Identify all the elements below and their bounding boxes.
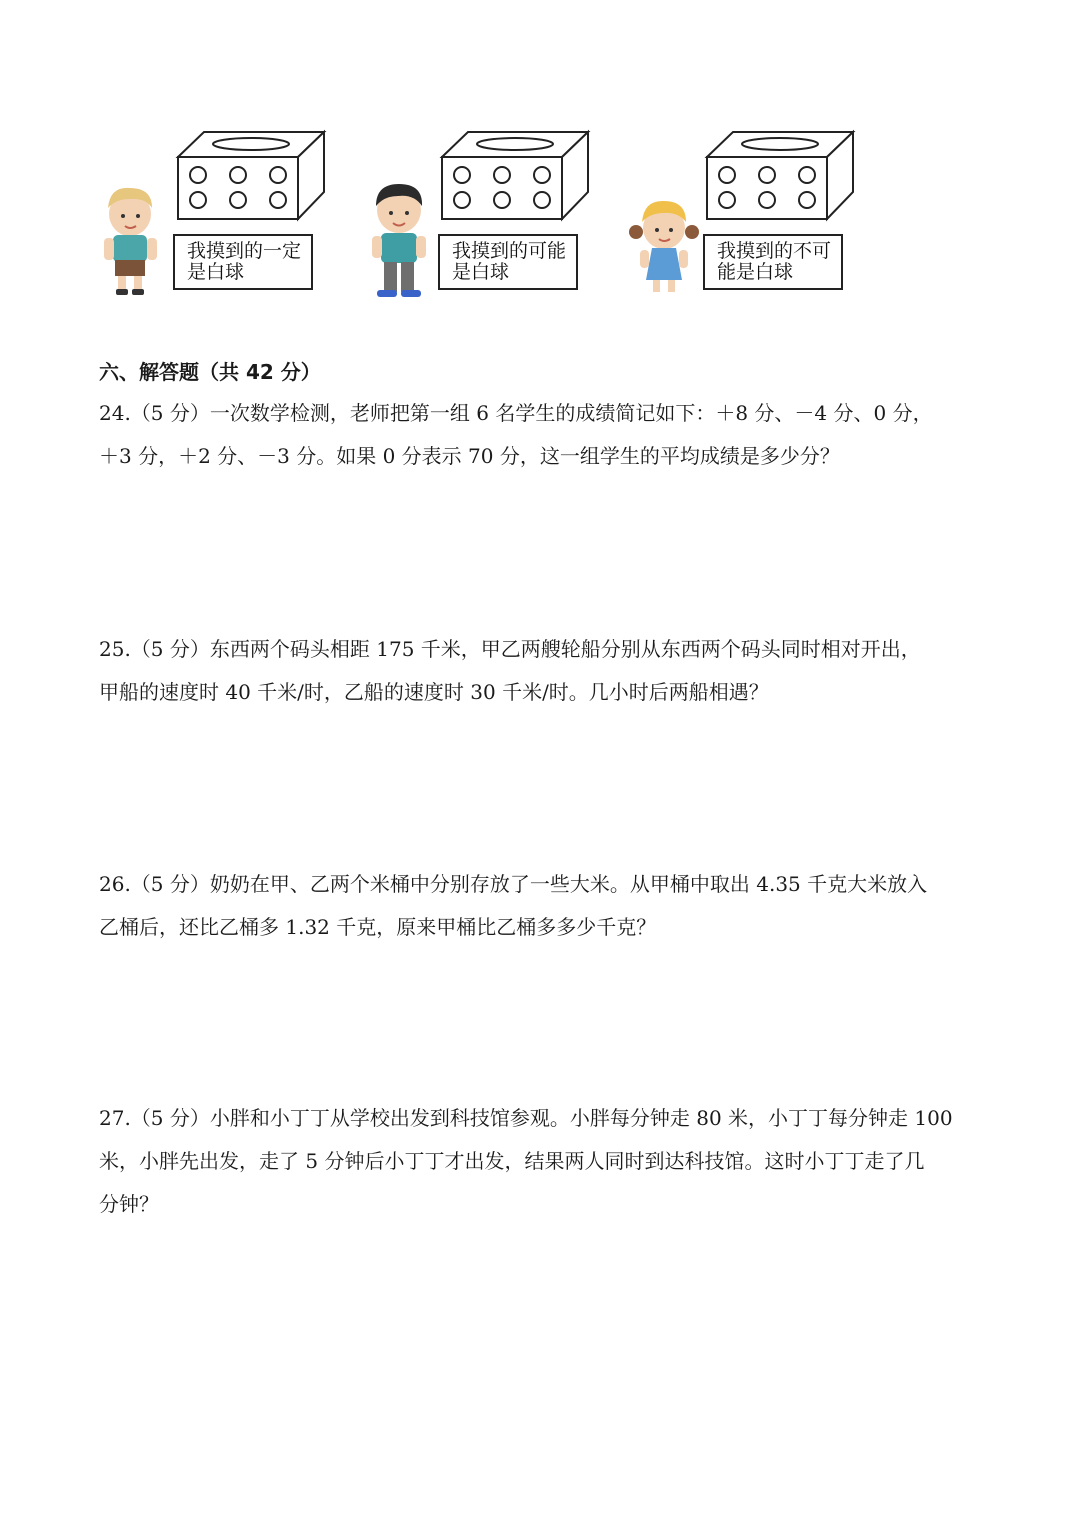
question-line: 27.（5 分）小胖和小丁丁从学校出发到科技馆参观。小胖每分钟走 80 米，小丁丁每分钟走 100 [99, 1106, 953, 1130]
girl-icon [629, 201, 699, 292]
box-icon [442, 132, 588, 219]
question-line: 24.（5 分）一次数学检测，老师把第一组 6 名学生的成绩简记如下：＋8 分、－4 分、0 分， [99, 401, 933, 425]
speech-bubble-line: 我摸到的不可 [717, 240, 832, 262]
question-24 [99, 392, 933, 478]
question-line: 25.（5 分）东西两个码头相距 175 千米，甲乙两艘轮船分别从东西两个码头同时相对开出， [99, 637, 921, 661]
question-line: 26.（5 分）奶奶在甲、乙两个米桶中分别存放了一些大米。从甲桶中取出 4.35 千克大米放入 [99, 872, 928, 896]
section-title: 六、解答题（共 42 分） [99, 360, 321, 384]
speech-bubble-possible [438, 234, 578, 290]
box-icon [178, 132, 324, 219]
question-line: 乙桶后，还比乙桶多 1.32 千克，原来甲桶比乙桶多多少千克？ [99, 915, 657, 939]
speech-bubble-line: 我摸到的一定 [187, 240, 302, 262]
question-27 [99, 1097, 953, 1226]
question-line: ＋3 分，＋2 分、－3 分。如果 0 分表示 70 分，这一组学生的平均成绩是多少分？ [99, 444, 840, 468]
illustration [0, 0, 1080, 320]
box-icon [707, 132, 853, 219]
boy-dark-hair-icon [372, 184, 426, 297]
question-line: 分钟？ [99, 1192, 159, 1216]
question-line: 甲船的速度时 40 千米/时，乙船的速度时 30 千米/时。几小时后两船相遇？ [99, 680, 769, 704]
speech-bubble-line: 我摸到的可能 [452, 240, 567, 262]
speech-bubble-certain [173, 234, 313, 290]
speech-bubble-line: 能是白球 [717, 261, 794, 283]
question-25 [99, 628, 921, 714]
speech-bubble-line: 是白球 [452, 261, 510, 283]
question-26 [99, 863, 927, 949]
question-line: 米，小胖先出发，走了 5 分钟后小丁丁才出发，结果两人同时到达科技馆。这时小丁丁走了几 [99, 1149, 925, 1173]
speech-bubble-impossible [703, 234, 843, 290]
speech-bubble-line: 是白球 [187, 261, 245, 283]
boy-icon [104, 188, 157, 295]
